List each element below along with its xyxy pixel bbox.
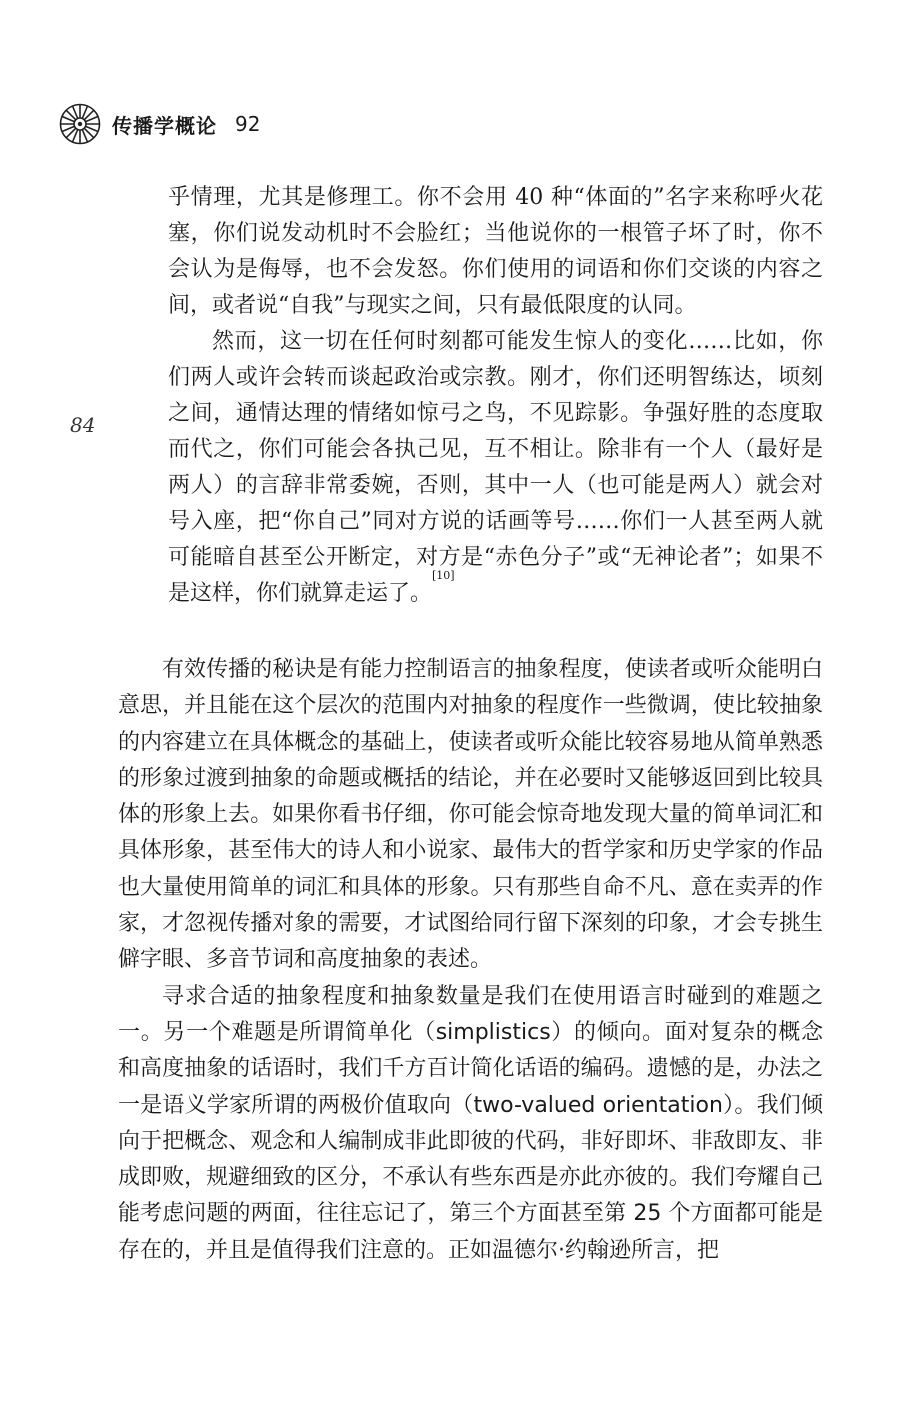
body-paragraph: 有效传播的秘诀是有能力控制语言的抽象程度，使读者或听众能明白意思，并且能在这个层次的范围内对抽象的程度作一些微调，使比较抽象的内容建立在具体概念的基础上，使读者或听众能比较容易地从简单熟悉的形象过渡到抽象的命题或概括的结论，并在必要时又能够返回到比较具体的形象上去。如果你看书仔细，你可能会惊奇地发现大量的简单词汇和具体形象，甚至伟大的诗人和小说家、最伟大的哲学家和历史学家的作品也大量使用简单的词汇和具体的形象。只有那些自命不凡、意在卖弄的作家，才忽视传播对象的需要，才试图给同行留下深刻的印象，才会专挑生僻字眼、多音节词和高度抽象的表述。 bbox=[118, 657, 823, 973]
quote-paragraph bbox=[168, 324, 823, 612]
sunburst-logo-icon bbox=[58, 102, 102, 146]
block-quote bbox=[168, 180, 823, 612]
original-page-number: 84 bbox=[70, 413, 96, 437]
body-text bbox=[118, 652, 823, 1269]
quote-paragraph: 乎情理，尤其是修理工。你不会用 40 种“体面的”名字来称呼火花塞，你们说发动机时不会脸红；当他说你的一根管子坏了时，你不会认为是侮辱，也不会发怒。你们使用的词语和你们交谈的内容之间，或者说“自我”与现实之间，只有最低限度的认同。 bbox=[168, 185, 823, 318]
quote-paragraph-text: 然而，这一切在任何时刻都可能发生惊人的变化……比如，你们两人或许会转而谈起政治或宗教。刚才，你们还明智练达，顷刻之间，通情达理的情绪如惊弓之鸟，不见踪影。争强好胜的态度取而代之，你们可能会各执己见，互不相让。除非有一个人（最好是两人）的言辞非常委婉，否则，其中一人（也可能是两人）就会对号入座，把“你自己”同对方说的话画等号……你们一人甚至两人就可能暗自甚至公开断定，对方是“赤色分子”或“无神论者”；如果不是这样，你们就算走运了。 bbox=[168, 329, 823, 606]
footnote-reference[interactable]: [10] bbox=[432, 569, 455, 582]
body-paragraph: 寻求合适的抽象程度和抽象数量是我们在使用语言时碰到的难题之一。另一个难题是所谓简单化（simplistics）的倾向。面对复杂的概念和高度抽象的话语时，我们千方百计简化话语的编码。遗憾的是，办法之一是语义学家所谓的两极价值取向（two-valued orientation）。我们倾向于把概念、观念和人编制成非此即彼的代码，非好即坏、非敌即友、非成即败，规避细致的区分，不承认有些东西是亦此亦彼的。我们夸耀自己能考虑问题的两面，往往忘记了，第三个方面甚至第 25 个方面都可能是存在的，并且是值得我们注意的。正如温德尔·约翰逊所言，把 bbox=[118, 983, 823, 1263]
page-number: 92 bbox=[235, 112, 261, 136]
running-header bbox=[58, 102, 260, 146]
running-title: 传播学概论 bbox=[112, 113, 217, 138]
